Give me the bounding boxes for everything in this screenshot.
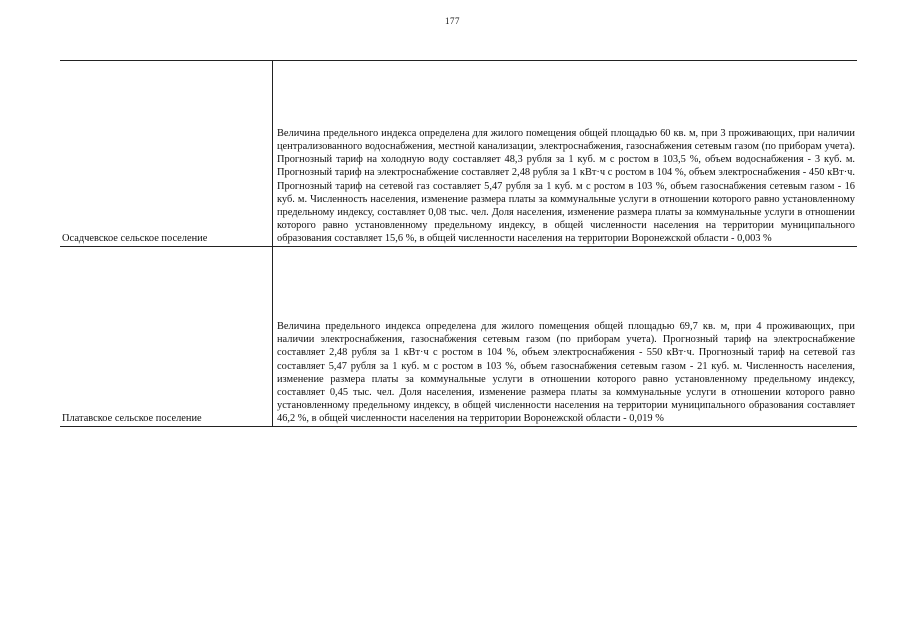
description-cell <box>273 247 857 426</box>
index-table <box>60 60 857 427</box>
settlement-description: Величина предельного индекса определена для жилого помещения общей площадью 60 кв. м, при 3 проживающих, при наличии централизованного водоснабжения, местной канализации, электроснабжения, газоснабжения сетевым газом (по приборам учета). Прогнозный тариф на холодную воду составляет 48,3 рубля за 1 куб. м с ростом в 103,5 %, объем водоснабжения - 3 куб. м. Прогнозный тариф на электроснабжение составляет 2,48 рубля за 1 кВт·ч с ростом в 104 %, объем электроснабжения - 450 кВт·ч. Прогнозный тариф на сетевой газ составляет 5,47 рубля за 1 куб. м с ростом в 103 %, объем газоснабжения сетевым газом - 16 куб. м. Численность населения, изменение размера платы за коммунальные услуги в отношении которого равно установленному предельному индексу, составляет 0,08 тыс. чел. Доля населения, изменение размера платы за коммунальные услуги в отношении которого равно установленному предельному индексу, в общей численности населения на территории муниципального образования составляет 15,6 %, в общей численности населения на территории Воронежской области - 0,003 % <box>277 128 855 244</box>
settlement-name: Осадчевское сельское поселение <box>62 233 208 244</box>
description-cell <box>273 61 857 246</box>
settlement-name: Платавское сельское поселение <box>62 413 202 424</box>
page-number: 177 <box>445 16 460 26</box>
settlement-name-cell <box>60 61 273 246</box>
settlement-name-cell <box>60 247 273 426</box>
settlement-description: Величина предельного индекса определена для жилого помещения общей площадью 69,7 кв. м, при 4 проживающих, при наличии электроснабжения, газоснабжения сетевым газом (по приборам учета). Прогнозный тариф на электроснабжение составляет 2,48 рубля за 1 кВт·ч с ростом в 104 %, объем электроснабжения - 550 кВт·ч. Прогнозный тариф на сетевой газ составляет 5,47 рубля за 1 куб. м с ростом в 103 %, объем газоснабжения сетевым газом - 21 куб. м. Численность населения, изменение размера платы за коммунальные услуги в отношении которого равно установленному предельному индексу, составляет 0,45 тыс. чел. Доля населения, изменение размера платы за коммунальные услуги в отношении которого равно установленному предельному индексу, в общей численности населения на территории муниципального образования составляет 46,2 %, в общей численности населения на территории Воронежской области - 0,019 % <box>277 321 855 424</box>
table-row <box>60 247 857 427</box>
table-row <box>60 60 857 247</box>
